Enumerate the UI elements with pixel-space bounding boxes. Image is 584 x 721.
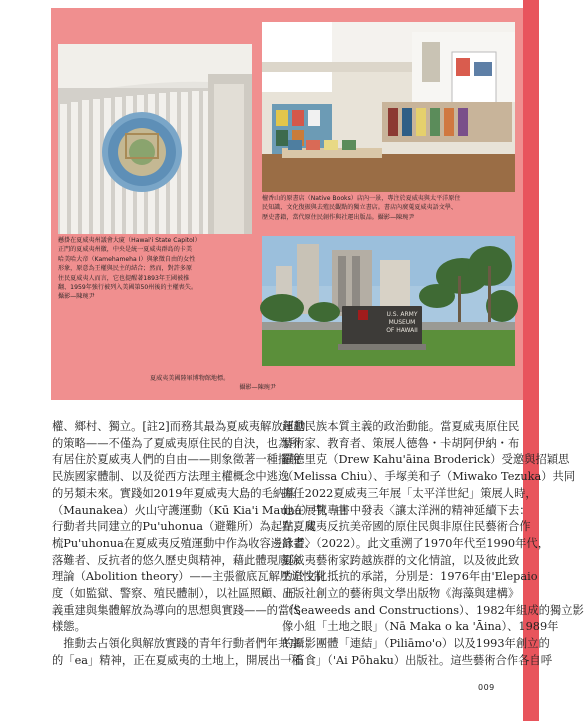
army-museum-image xyxy=(262,236,515,366)
army-museum-photo xyxy=(262,236,515,366)
body-line: 「石食」（'Ai Pōhaku）出版社。這些藝術合作各自呼 xyxy=(282,653,552,667)
body-text-right-column xyxy=(282,419,584,670)
body-line: 的攝影團體「連結」（Piliāmo'o）以及1993年創立的 xyxy=(282,637,550,651)
caption-line: 歷史書籍，當代原住民創作與社運出版品。攝影—陳琬尹 xyxy=(262,213,415,221)
body-line: 的另類未來。實踐如2019年夏威夷大島的毛納基 xyxy=(52,486,296,500)
body-line: 夏威夷藝術家跨越族群的文化情誼，以及彼此致 xyxy=(282,553,520,567)
body-line: （Maunakea）火山守護運動（Kū Kia'i Mauna）中，由 xyxy=(52,503,347,517)
museum-sign-line: MUSEUM xyxy=(388,319,416,326)
body-line: 羅德里克（Drew Kahu'āina Broderick）受邀與招穎思 xyxy=(282,453,570,467)
body-line: 權、鄉村、獨立。[註2]而務其最為夏威夷解放運動 xyxy=(52,420,306,433)
body-line: 度（如監獄、警察、殖民體制），以社區照顧、正 xyxy=(52,587,295,601)
caption-line: 形象，原意為王權與民主的結合；然而，對許多原 xyxy=(58,265,193,273)
body-line: 力於文化抵抗的承諾，分別是：1976年由'Elepaio xyxy=(282,570,538,584)
body-line: （Seaweeds and Constructions）、1982年組成的獨立影 xyxy=(282,603,584,617)
page-number: 009 xyxy=(478,683,495,692)
bookstore-interior-image xyxy=(262,22,515,192)
photo-credit: 攝影—陳琬尹 xyxy=(58,293,95,301)
body-line: 推動去占領化與解放實踐的青年行動者們年共享 xyxy=(52,637,301,651)
body-line: 他在展覽專書中發表〈讓太洋洲的精神延續下去： xyxy=(282,503,531,517)
body-line: 行動者共同建立的Pu'uhonua（避難所）為起點，爬 xyxy=(52,520,316,534)
body-line: 藝術家、教育者、策展人德魯・卡胡阿伊納・布 xyxy=(282,436,520,450)
museum-sign-line: U.S. ARMY xyxy=(386,311,418,318)
body-line: （Melissa Chiu）、手塚美和子（Miwako Tezuka）共同 xyxy=(282,470,576,484)
capitol-caption xyxy=(58,236,201,302)
body-line: 擔任2022夏威夷三年展「太平洋世紀」策展人時， xyxy=(282,486,537,500)
body-line: 民族國家體制、以及從西方法理主權概念中逃逸 xyxy=(52,470,290,484)
body-line: 落難者、反抗者的悠久歷史與精神，藉此體現廢除 xyxy=(52,553,301,567)
caption-line: 懸掛在夏威夷州議會大廈（Hawai'i State Capitol） xyxy=(58,237,201,244)
body-line: 梳Pu'uhonua在夏威夷反殖運動中作為收容邊緣者、 xyxy=(52,536,316,550)
caption-line: 夏威夷美國陸軍博物館地標。 xyxy=(150,375,230,382)
caption-line: 正門的夏威夷州徽，中央是統一夏威夷群島的卡美 xyxy=(58,246,193,254)
army-museum-caption xyxy=(150,374,276,393)
body-line: 的「ea」精神，正在夏威夷的土地上，開展出一種 xyxy=(52,653,303,667)
body-line: 計畫〉（2022）。此文重溯了1970年代至1990年代， xyxy=(282,536,549,550)
bookstore-caption xyxy=(262,194,460,222)
body-line: 義重建與集體解放為導向的思想與實踐——的當代 xyxy=(52,603,301,617)
caption-line: 哈美哈大帝（Kamehameha I）與象徵自由的女性 xyxy=(58,255,196,263)
body-line: 在夏威夷反抗美帝國的原住民與非原住民藝術合作 xyxy=(282,520,531,534)
body-line: 有居住於夏威夷人們的自由——則象徵著一種擺脫 xyxy=(52,453,301,467)
caption-line: 民知識、文化復振與去殖民觀點的獨立書店。書店內廣蒐夏威夷語文學、 xyxy=(262,204,457,212)
body-line: 超越民族本質主義的政治動能。當夏威夷原住民 xyxy=(282,420,520,433)
museum-sign-line: OF HAWAII xyxy=(386,327,418,334)
caption-line: 翻、1959年強行被列入美國第50州後的主權喪失。 xyxy=(58,284,198,292)
native-books-store-photo xyxy=(262,22,515,192)
caption-line: 檀香山的原書店（Native Books）店內一景，專注於夏威夷與太平洋原住 xyxy=(262,195,461,202)
body-line: 的策略——不僅為了夏威夷原住民的自決，也為所 xyxy=(52,436,301,450)
body-line: 出版社創立的藝術與文學出版物《海藻與建構》 xyxy=(282,587,520,601)
capitol-seal-photo xyxy=(58,44,252,234)
body-line: 像小組「土地之眼」（Nā Maka o ka 'Āina）、1989年 xyxy=(282,620,559,634)
body-line: 樣態。 xyxy=(52,620,86,634)
photo-credit: 攝影—陳琬尹 xyxy=(239,384,276,392)
capitol-seal-image xyxy=(58,44,252,234)
body-line: 理論（Abolition theory）——主張徹底瓦解壓迫性制 xyxy=(52,570,326,584)
caption-line: 住民夏威夷人而言，它也提醒著1893年王國被推 xyxy=(58,274,190,282)
